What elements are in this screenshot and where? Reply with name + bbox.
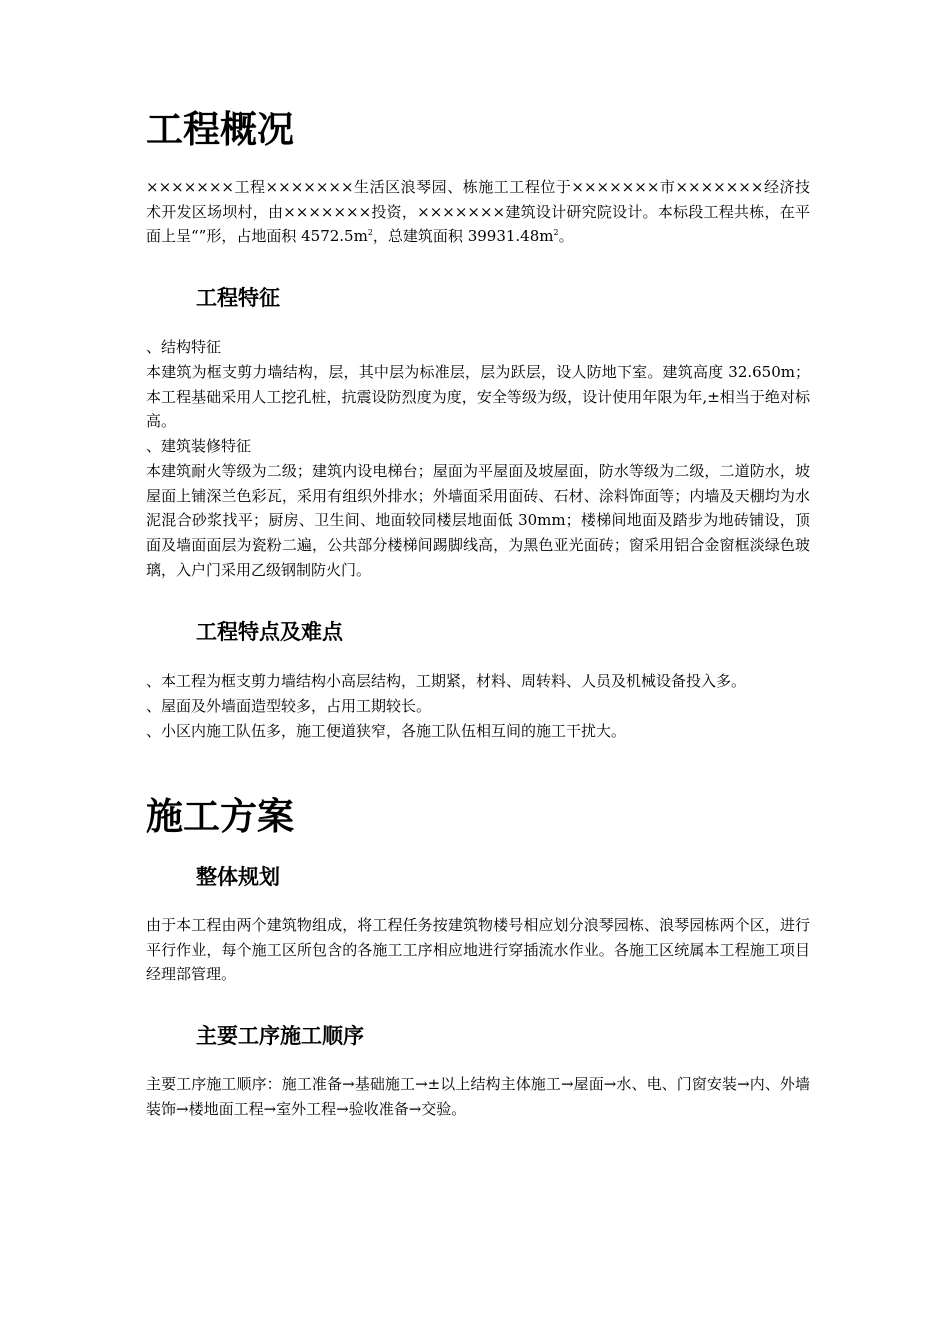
heading-features: 工程特征 bbox=[196, 286, 280, 310]
overview-intro-b: ，总建筑面积 39931.48m bbox=[372, 227, 554, 246]
structure-label: 、结构特征 bbox=[146, 338, 222, 356]
structure-text: 本建筑为框支剪力墙结构，层，其中层为标准层，层为跃层，设人防地下室。建筑高度 32.650m；本工程基础采用人工挖孔桩，抗震设防烈度为度，安全等级为级，设计使用年限为年,±相当于绝对标高。 bbox=[146, 363, 810, 431]
heading-overview: 工程概况 bbox=[146, 108, 294, 151]
difficulty-item-1: 、本工程为框支剪力墙结构小高层结构，工期紧，材料、周转料、人员及机械设备投入多。 bbox=[146, 672, 747, 690]
decoration-label: 、建筑装修特征 bbox=[146, 437, 252, 455]
heading-plan: 施工方案 bbox=[146, 795, 294, 838]
overview-area-unit-sup: 2 bbox=[367, 228, 373, 238]
overview-intro-a: ×××××××工程×××××××生活区浪琴园、栋施工工程位于×××××××市×××××××经济技术开发区场坝村，由×××××××投资，×××××××建筑设计研究院设计。本标段工程共栋，在平面上呈“”形，占地面积 4572.5m bbox=[146, 178, 810, 246]
overview-total-area-unit-sup: 2 bbox=[553, 228, 559, 238]
decoration-text: 本建筑耐火等级为二级；建筑内设电梯台；屋面为平屋面及坡屋面，防水等级为二级，二道防水，坡屋面上铺深兰色彩瓦，采用有组织外排水；外墙面采用面砖、石材、涂料饰面等；内墙及天棚均为水泥混合砂浆找平；厨房、卫生间、地面较同楼层地面低 30mm；楼梯间地面及踏步为地砖铺设，顶面及墙面面层为瓷粉二遍，公共部分楼梯间踢脚线高，为黑色亚光面砖；窗采用铝合金窗框淡绿色玻璃，入户门采用乙级钢制防火门。 bbox=[146, 462, 810, 579]
overall-plan-text: 由于本工程由两个建筑物组成，将工程任务按建筑物楼号相应划分浪琴园栋、浪琴园栋两个区，进行平行作业，每个施工区所包含的各施工工序相应地进行穿插流水作业。各施工区统属本工程施工项目经理部管理。 bbox=[146, 916, 810, 984]
overview-intro-c: 。 bbox=[558, 227, 574, 246]
overview-intro bbox=[146, 175, 810, 249]
sequence-text: 主要工序施工顺序：施工准备→基础施工→±以上结构主体施工→屋面→水、电、门窗安装→内、外墙装饰→楼地面工程→室外工程→验收准备→交验。 bbox=[146, 1075, 810, 1118]
difficulty-item-2: 、屋面及外墙面造型较多，占用工期较长。 bbox=[146, 697, 432, 715]
heading-overall-plan: 整体规划 bbox=[196, 865, 280, 889]
heading-sequence: 主要工序施工顺序 bbox=[196, 1024, 364, 1048]
difficulty-item-3: 、小区内施工队伍多，施工便道狭窄，各施工队伍相互间的施工干扰大。 bbox=[146, 722, 627, 740]
heading-difficulties: 工程特点及难点 bbox=[196, 620, 343, 644]
